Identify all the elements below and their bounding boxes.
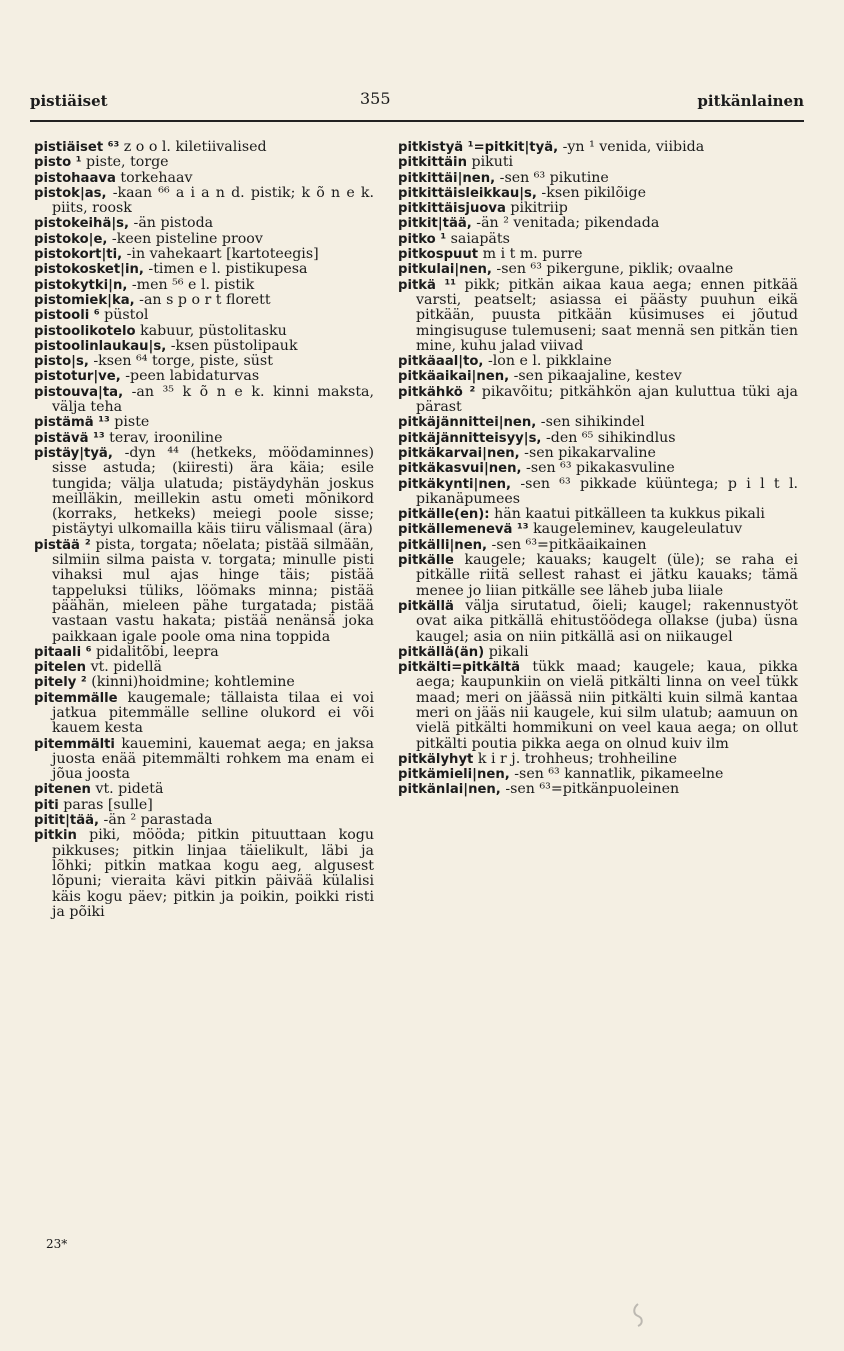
dictionary-entry bbox=[398, 232, 798, 247]
headword: pitkämieli|nen, bbox=[398, 767, 510, 783]
dictionary-entry bbox=[34, 354, 374, 369]
headword: pistävä ¹³ bbox=[34, 430, 105, 446]
dictionary-entry bbox=[398, 415, 798, 430]
dictionary-entry bbox=[398, 186, 798, 201]
dictionary-entry bbox=[398, 431, 798, 446]
headword: piti bbox=[34, 797, 59, 813]
definition: vt. pidetä bbox=[90, 781, 164, 798]
headword: pitkäkynti|nen, bbox=[398, 476, 512, 492]
headword: pitaali ⁶ bbox=[34, 644, 92, 660]
dictionary-entry bbox=[34, 813, 374, 828]
dictionary-entry bbox=[398, 553, 798, 599]
definition: -in vahekaart [kartoteegis] bbox=[122, 246, 319, 263]
dictionary-entry bbox=[34, 431, 374, 446]
definition: -an s p o r t florett bbox=[134, 291, 271, 308]
dictionary-entry bbox=[34, 339, 374, 354]
dictionary-entry bbox=[34, 538, 374, 645]
definition: -ksen pikilõige bbox=[536, 184, 646, 201]
headword: pitkäkarvai|nen, bbox=[398, 445, 520, 461]
headword: pitkällä bbox=[398, 598, 454, 614]
definition: -men ⁵⁶ e l. pistik bbox=[127, 276, 255, 293]
dictionary-entry bbox=[34, 247, 374, 262]
definition: pikk; pitkän aikaa kaua aega; ennen pitkää varsti, peatselt; asiassa ei päästy puuhun eikä pitkään, puusta pitkään küsimuses ei jõutud mingisuguse tulemuseni; saat mennä sen pitkän tien mine, kuhu jalad viivad bbox=[416, 276, 798, 354]
definition: pikali bbox=[484, 643, 529, 660]
definition: -sen ⁶³=pitkäaikainen bbox=[487, 536, 647, 553]
headword: pitkällemenevä ¹³ bbox=[398, 522, 529, 538]
left-column bbox=[34, 140, 374, 920]
dictionary-entry bbox=[34, 308, 374, 323]
printer-signature: 23* bbox=[46, 1237, 68, 1251]
dictionary-entry bbox=[398, 247, 798, 262]
headword: pitely ² bbox=[34, 675, 87, 691]
dictionary-entry bbox=[34, 660, 374, 675]
headword: pitit|tää, bbox=[34, 813, 100, 829]
definition: -sen sihikindel bbox=[536, 414, 645, 431]
headword: pitkä ¹¹ bbox=[398, 277, 457, 293]
headword: pitkin bbox=[34, 828, 77, 844]
dictionary-entry bbox=[34, 385, 374, 416]
definition: -sen ⁶³ pikergune, piklik; ovaalne bbox=[491, 261, 734, 278]
definition: -lon e l. pikklaine bbox=[483, 353, 612, 370]
headword: pistoolinlaukau|s, bbox=[34, 338, 167, 354]
headword: pisto|s, bbox=[34, 354, 89, 370]
dictionary-entry bbox=[34, 232, 374, 247]
definition: -den ⁶⁵ sihikindlus bbox=[541, 429, 676, 446]
headword: pitkälle(en): bbox=[398, 507, 490, 523]
dictionary-entry bbox=[398, 752, 798, 767]
definition: -peen labidaturvas bbox=[120, 368, 260, 385]
headword: pitkälyhyt bbox=[398, 751, 474, 767]
dictionary-entry bbox=[34, 828, 374, 920]
definition: pikitriip bbox=[505, 200, 568, 217]
headword: pitkittäisleikkau|s, bbox=[398, 185, 537, 201]
dictionary-entry bbox=[398, 171, 798, 186]
headword: pitkittäi|nen, bbox=[398, 170, 496, 186]
dictionary-entry bbox=[34, 737, 374, 783]
definition: -sen ⁶³ kannatlik, pikameelne bbox=[509, 766, 724, 783]
definition: -sen ⁶³ pikakasvuline bbox=[521, 460, 675, 477]
headword: pistokeihä|s, bbox=[34, 216, 130, 232]
headword: pitkospuut bbox=[398, 247, 479, 263]
dictionary-entry bbox=[34, 278, 374, 293]
headword: pistoolikotelo bbox=[34, 323, 136, 339]
definition: kauemini, kauemat aega; en jaksa juosta enää pitemmälti rohkem ma enam ei jõua joosta bbox=[52, 735, 374, 783]
definition: piki, mööda; pitkin pituuttaan kogu pikkuses; pitkin linjaa täielikult, läbi ja lõhki; pitkin matkaa kogu aeg, algusest lõpuni; vieraita kävi pitkin päivää külalisi käis kogu päev; pitkin ja poikin, poikki risti ja põiki bbox=[52, 827, 374, 920]
headword: pitkälli|nen, bbox=[398, 537, 488, 553]
dictionary-entry bbox=[398, 538, 798, 553]
headword: pistoko|e, bbox=[34, 231, 108, 247]
dictionary-entry bbox=[398, 278, 798, 354]
headword: pitemmälti bbox=[34, 736, 115, 752]
definition: k i r j. trohheus; trohheiline bbox=[473, 750, 677, 767]
dictionary-entry bbox=[398, 507, 798, 522]
headword: pitkähkö ² bbox=[398, 384, 476, 400]
definition: -sen ⁶³ pikutine bbox=[495, 169, 609, 186]
dictionary-entry bbox=[398, 369, 798, 384]
dictionary-entry bbox=[398, 782, 798, 797]
definition: pikavõitu; pitkähkön ajan kuluttua tüki aja pärast bbox=[416, 383, 798, 416]
definition: püstol bbox=[99, 307, 149, 324]
dictionary-entry bbox=[398, 140, 798, 155]
headword: pitkittäisjuova bbox=[398, 201, 506, 217]
headword: pitkittäin bbox=[398, 155, 467, 171]
headword: pitko ¹ bbox=[398, 231, 447, 247]
headword: pistotur|ve, bbox=[34, 369, 121, 385]
headword: pitkäjännittei|nen, bbox=[398, 415, 537, 431]
definition: piste bbox=[109, 414, 150, 431]
headword: pistohaava bbox=[34, 170, 116, 186]
dictionary-entry bbox=[398, 660, 798, 752]
headword: pistokort|ti, bbox=[34, 247, 123, 263]
definition: vt. pidellä bbox=[86, 659, 162, 676]
definition: -än ² venitada; pikendada bbox=[471, 215, 660, 232]
dictionary-entry bbox=[398, 354, 798, 369]
headword: pistämä ¹³ bbox=[34, 415, 110, 431]
headword: pitelen bbox=[34, 660, 87, 676]
headword: pitkit|tää, bbox=[398, 216, 472, 232]
definition: z o o l. kiletiivalised bbox=[119, 139, 267, 155]
dictionary-entry bbox=[398, 446, 798, 461]
dictionary-entry bbox=[398, 599, 798, 645]
dictionary-entry bbox=[34, 171, 374, 186]
definition: pikuti bbox=[466, 154, 514, 171]
definition: hän kaatui pitkälleen ta kukkus pikali bbox=[489, 506, 765, 523]
headword: pistomiek|ka, bbox=[34, 292, 135, 308]
definition: paras [sulle] bbox=[58, 796, 153, 813]
dictionary-entry bbox=[398, 767, 798, 782]
dictionary-entry bbox=[34, 262, 374, 277]
definition: m i t m. purre bbox=[478, 246, 583, 263]
dictionary-entry bbox=[398, 155, 798, 170]
header-rule bbox=[30, 120, 804, 122]
definition: -dyn ⁴⁴ (hetkeks, möödaminnes) sisse astuda; (kiiresti) ära käia; esile tungida; välja ulatuda; pistäydyhän joskus meilläkin, meillekin astu ometi mõnikord (korraks, hetkeks) meiegi poole sisse; pistäytyi ulkomailla käis tiiru välismaal (ära) bbox=[52, 444, 374, 538]
dictionary-entry bbox=[34, 140, 374, 155]
headword: pisto ¹ bbox=[34, 155, 82, 171]
headword: pitkäjännitteisyy|s, bbox=[398, 430, 542, 446]
definition: kaugemale; tällaista tilaa ei voi jatkua pitemmälle selline olukord ei või kauem kesta bbox=[52, 689, 374, 737]
dictionary-entry bbox=[398, 385, 798, 416]
headword: pitkäkasvui|nen, bbox=[398, 461, 522, 477]
headword: pitemmälle bbox=[34, 690, 118, 706]
headword: pitkulai|nen, bbox=[398, 262, 492, 278]
definition: kaugeleminev, kaugeleulatuv bbox=[528, 521, 743, 538]
dictionary-entry bbox=[398, 216, 798, 231]
definition: -kaan ⁶⁶ a i a n d. pistik; k õ n e k. piits, roosk bbox=[52, 184, 374, 217]
dictionary-entry bbox=[34, 446, 374, 538]
page-number: 355 bbox=[360, 89, 391, 108]
definition: -timen e l. pistikupesa bbox=[143, 261, 308, 278]
headword: pitkänlai|nen, bbox=[398, 782, 501, 798]
headword: pistok|as, bbox=[34, 185, 107, 201]
dictionary-entry bbox=[34, 415, 374, 430]
headword: pistiäiset ⁶³ bbox=[34, 140, 120, 155]
definition: torkehaav bbox=[115, 169, 193, 186]
dictionary-entry bbox=[398, 522, 798, 537]
definition: pista, torgata; nõelata; pistää silmään, silmiin silma paista v. torgata; minulle pisti vihaksi mul ajas hinge täis; pistää tappeluksi tüliks, löömaks minna; pistää päähän, mieleen pähe turgatada; pistää vastaan vastu hakata; pistää nenänsä joka paikkaan igale poole oma nina toppida bbox=[52, 536, 375, 645]
headword: pitkälti=pitkältä bbox=[398, 660, 520, 676]
definition: välja sirutatud, õieli; kaugel; rakennustyöt ovat aika pitkällä ehitustöödega ollakse (juba) üsna kaugel; asia on niin pitkällä asi on niikaugel bbox=[416, 597, 798, 645]
dictionary-entry bbox=[34, 216, 374, 231]
definition: -sen ⁶³=pitkänpuoleinen bbox=[500, 781, 680, 798]
headword: pistäy|tyä, bbox=[34, 445, 113, 461]
headword: pitkällä(än) bbox=[398, 644, 485, 660]
right-column bbox=[398, 140, 798, 798]
dictionary-entry bbox=[398, 645, 798, 660]
definition: terav, irooniline bbox=[104, 429, 223, 446]
definition: -ksen püstolipauk bbox=[166, 337, 298, 354]
dictionary-entry bbox=[34, 186, 374, 217]
dictionary-entry bbox=[398, 262, 798, 277]
stamp-mark bbox=[630, 1302, 646, 1328]
dictionary-entry bbox=[34, 675, 374, 690]
dictionary-entry bbox=[34, 798, 374, 813]
definition: -an ³⁵ k õ n e k. kinni maksta, välja teha bbox=[52, 383, 374, 416]
headword: pitkistyä ¹=pitkit|tyä, bbox=[398, 140, 559, 155]
definition: piste, torge bbox=[81, 154, 169, 171]
definition: -keen pisteline proov bbox=[107, 230, 263, 247]
definition: -sen ⁶³ pikkade küüntega; p i l t l. pikanäpumees bbox=[416, 475, 798, 507]
definition: tükk maad; kaugele; kaua, pikka aega; kaupunkiin on vielä pitkälti linna on veel tükk maad; meri on jäässä niin pitkälti kuin silmä kantaa meri on jääs nii kaugele, kui silm ulatub; aamuun on vielä pitkälti hommikuni on veel kaua aega; on ollut pitkälti poutia pikka aega on olnud kuiv ilm bbox=[416, 659, 798, 752]
definition: kabuur, püstolitasku bbox=[135, 322, 287, 339]
dictionary-entry bbox=[34, 324, 374, 339]
dictionary-entry bbox=[34, 369, 374, 384]
definition: pidalitõbi, leepra bbox=[91, 643, 219, 660]
headword: pitenen bbox=[34, 782, 91, 798]
dictionary-entry bbox=[34, 645, 374, 660]
dictionary-entry bbox=[34, 782, 374, 797]
dictionary-entry bbox=[398, 461, 798, 476]
header-left-guide-word: pistiäiset bbox=[30, 92, 108, 110]
definition: saiapäts bbox=[446, 230, 510, 247]
definition: -ksen ⁶⁴ torge, piste, süst bbox=[88, 353, 273, 370]
headword: pistää ² bbox=[34, 537, 91, 553]
dictionary-entry bbox=[34, 155, 374, 170]
page-header bbox=[30, 86, 804, 116]
definition: -sen pikaajaline, kestev bbox=[509, 368, 682, 385]
definition: -yn ¹ venida, viibida bbox=[558, 139, 705, 155]
headword: pistokosket|in, bbox=[34, 262, 144, 278]
headword: pistokytki|n, bbox=[34, 277, 128, 293]
header-right-guide-word: pitkänlainen bbox=[697, 92, 804, 110]
dictionary-entry bbox=[34, 691, 374, 737]
definition: -än pistoda bbox=[129, 215, 214, 232]
definition: -sen pikakarvaline bbox=[519, 444, 656, 461]
definition: kaugele; kauaks; kaugelt (üle); se raha ei pitkälle riitä sellest rahast ei jätku kauaks; tämä menee jo liian pitkälle see läheb juba liiale bbox=[416, 552, 798, 599]
headword: pitkäaikai|nen, bbox=[398, 369, 510, 385]
headword: pistouva|ta, bbox=[34, 384, 124, 400]
dictionary-entry bbox=[34, 293, 374, 308]
headword: pitkäaal|to, bbox=[398, 354, 484, 370]
headword: pitkälle bbox=[398, 553, 454, 569]
dictionary-entry bbox=[398, 201, 798, 216]
definition: (kinni)hoidmine; kohtlemine bbox=[86, 674, 295, 691]
headword: pistooli ⁶ bbox=[34, 308, 100, 324]
definition: -än ² parastada bbox=[99, 812, 213, 829]
dictionary-entry bbox=[398, 477, 798, 508]
